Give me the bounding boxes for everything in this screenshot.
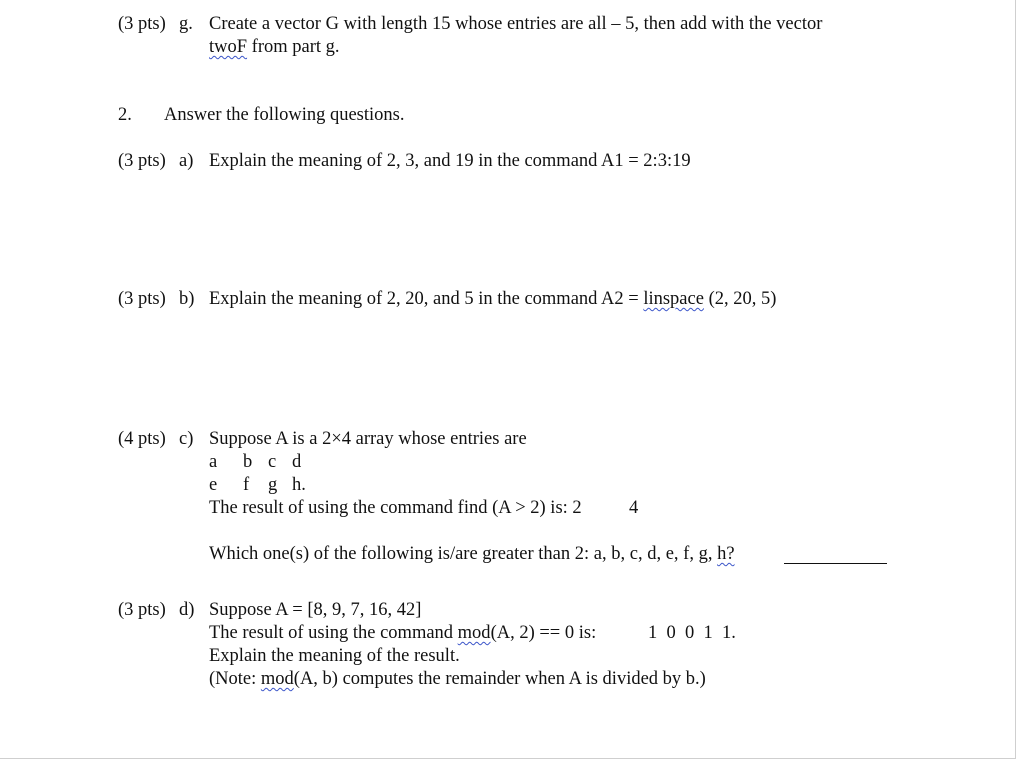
q2d-line4-pre: (Note: [209,669,261,689]
matrix-cell: e [209,475,218,495]
part-g-line2-rest: from part g. [247,37,340,57]
matrix-cell: b [243,452,253,472]
part-g-line1: Create a vector G with length 15 whose entries are all – 5, then add with the vector [209,14,823,34]
q2b-text-pre: Explain the meaning of 2, 20, and 5 in the command A2 = [209,289,644,309]
part-g-line2 [209,36,340,58]
q2c-question-pre: Which one(s) of the following is/are greater than 2: a, b, c, d, e, f, g, [209,544,718,564]
q2c-line1: Suppose A is a 2×4 array whose entries are [209,429,527,449]
q2d-code-mod: mod [457,623,491,643]
matrix-cell: f [243,475,250,495]
q2a-text: Explain the meaning of 2, 3, and 19 in the command A1 = 2:3:19 [209,151,691,171]
q2d-note-code-mod: mod [260,669,294,689]
part-g-letter: g. [179,14,193,34]
part-g-code-twoF: twoF [209,37,248,57]
matrix-cell: c [268,452,277,472]
answer-blank-line [784,563,887,564]
q2d-line3: Explain the meaning of the result. [209,646,460,666]
q2c-question [209,543,735,565]
q2b-points: (3 pts) [118,289,166,309]
q2d-letter: d) [179,600,195,620]
q2d-line1: Suppose A = [8, 9, 7, 16, 42] [209,600,422,620]
q2a-letter: a) [179,151,194,171]
part-g-points: (3 pts) [118,14,166,34]
q2c-question-end: h? [717,544,735,564]
q2d-line2-mid: (A, 2) == 0 is: [490,623,597,643]
q2a-points: (3 pts) [118,151,166,171]
question-2-heading: Answer the following questions. [164,105,405,125]
matrix-cell: g [268,475,278,495]
q2c-result-value: 4 [629,498,639,518]
q2b-letter: b) [179,289,195,309]
question-2-number: 2. [118,105,132,125]
q2b-code-linspace: linspace [643,289,704,309]
matrix-cell: h. [292,475,306,495]
q2d-line4 [209,668,706,690]
q2c-result-label: The result of using the command find (A > 2) is: 2 [209,498,582,518]
matrix-cell: a [209,452,218,472]
q2d-line4-post: (A, b) computes the remainder when A is divided by b.) [293,669,706,689]
q2b-text-post: (2, 20, 5) [703,289,777,309]
matrix-cell: d [292,452,302,472]
q2d-points: (3 pts) [118,600,166,620]
q2d-line2-result: 1 0 0 1 1. [648,623,736,643]
q2d-line2-pre: The result of using the command [209,623,458,643]
q2c-points: (4 pts) [118,429,166,449]
q2d-line2 [209,622,596,644]
q2b-text [209,288,776,310]
q2c-letter: c) [179,429,194,449]
